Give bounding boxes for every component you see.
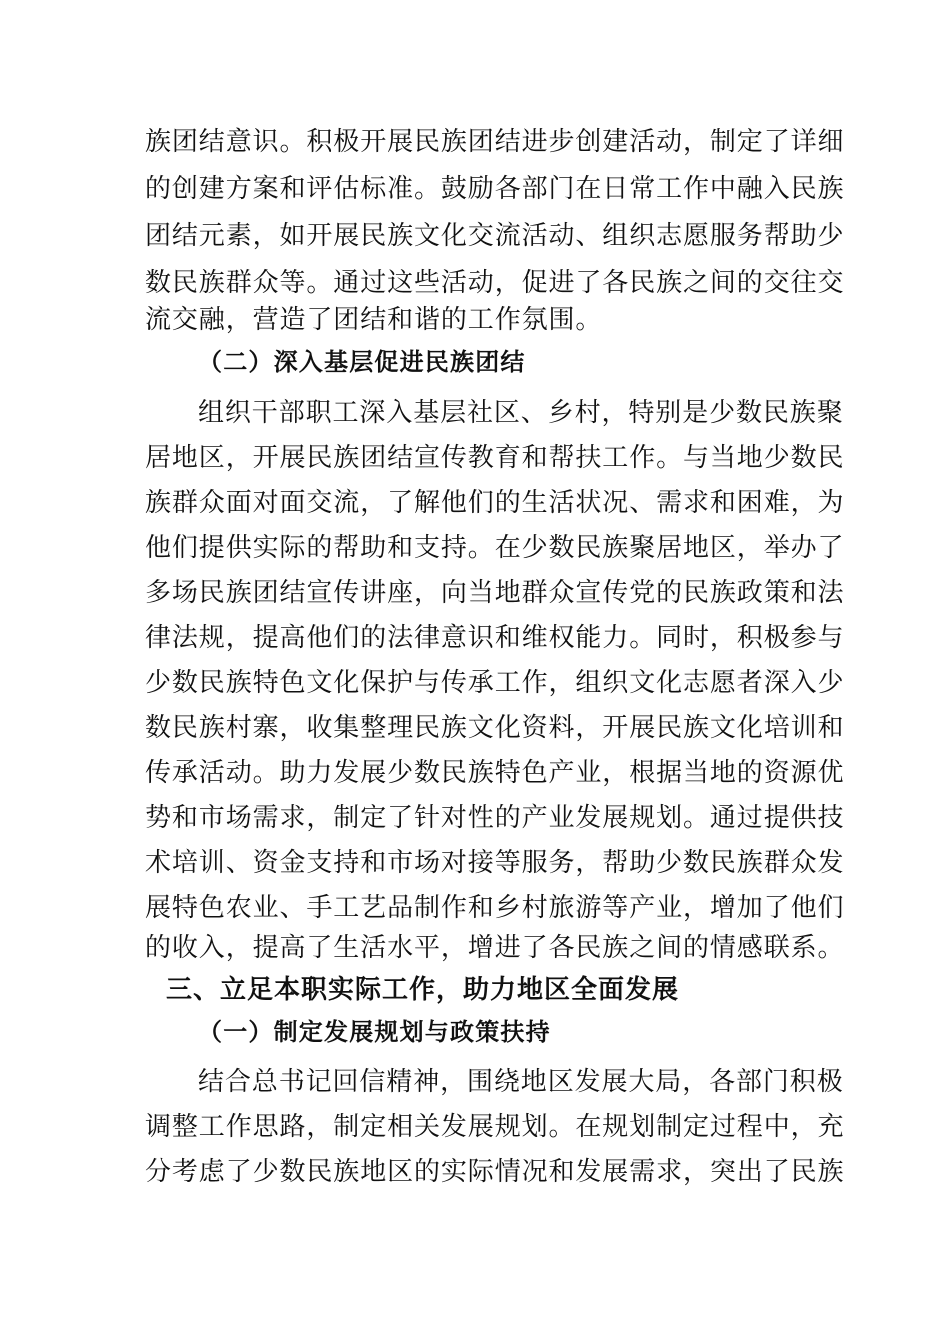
paragraph-line: 他们提供实际的帮助和支持。在少数民族聚居地区，举办了 xyxy=(145,533,845,563)
paragraph-line: 的收入，提高了生活水平，增进了各民族之间的情感联系。 xyxy=(145,933,845,963)
paragraph-line: 分考虑了少数民族地区的实际情况和发展需求，突出了民族 xyxy=(145,1157,845,1187)
paragraph-line: 流交融，营造了团结和谐的工作氛围。 xyxy=(145,305,603,335)
section-subheading: （二）深入基层促进民族团结 xyxy=(198,348,526,376)
paragraph-line: 传承活动。助力发展少数民族特色产业，根据当地的资源优 xyxy=(145,758,845,788)
section-heading: 三、立足本职实际工作，助力地区全面发展 xyxy=(166,975,680,1005)
paragraph-line: 数民族村寨，收集整理民族文化资料，开展民族文化培训和 xyxy=(145,713,845,743)
paragraph-line: 组织干部职工深入基层社区、乡村，特别是少数民族聚 xyxy=(198,398,844,428)
paragraph-line: 族团结意识。积极开展民族团结进步创建活动，制定了详细 xyxy=(145,127,845,157)
paragraph-line: 律法规，提高他们的法律意识和维权能力。同时，积极参与 xyxy=(145,623,845,653)
paragraph-line: 团结元素，如开展民族文化交流活动、组织志愿服务帮助少 xyxy=(145,221,845,251)
paragraph-line: 少数民族特色文化保护与传承工作，组织文化志愿者深入少 xyxy=(145,668,845,698)
paragraph-line: 的创建方案和评估标准。鼓励各部门在日常工作中融入民族 xyxy=(145,174,845,204)
section-subheading: （一）制定发展规划与政策扶持 xyxy=(198,1018,551,1046)
paragraph-line: 展特色农业、手工艺品制作和乡村旅游等产业，增加了他们 xyxy=(145,893,845,923)
paragraph-line: 多场民族团结宣传讲座，向当地群众宣传党的民族政策和法 xyxy=(145,578,845,608)
paragraph-line: 调整工作思路，制定相关发展规划。在规划制定过程中，充 xyxy=(145,1112,845,1142)
paragraph-line: 数民族群众等。通过这些活动，促进了各民族之间的交往交 xyxy=(145,268,845,298)
paragraph-line: 术培训、资金支持和市场对接等服务，帮助少数民族群众发 xyxy=(145,848,845,878)
paragraph-line: 族群众面对面交流，了解他们的生活状况、需求和困难，为 xyxy=(145,488,845,518)
paragraph-line: 居地区，开展民族团结宣传教育和帮扶工作。与当地少数民 xyxy=(145,443,845,473)
paragraph-line: 势和市场需求，制定了针对性的产业发展规划。通过提供技 xyxy=(145,803,845,833)
paragraph-line: 结合总书记回信精神，围绕地区发展大局，各部门积极 xyxy=(198,1067,844,1097)
